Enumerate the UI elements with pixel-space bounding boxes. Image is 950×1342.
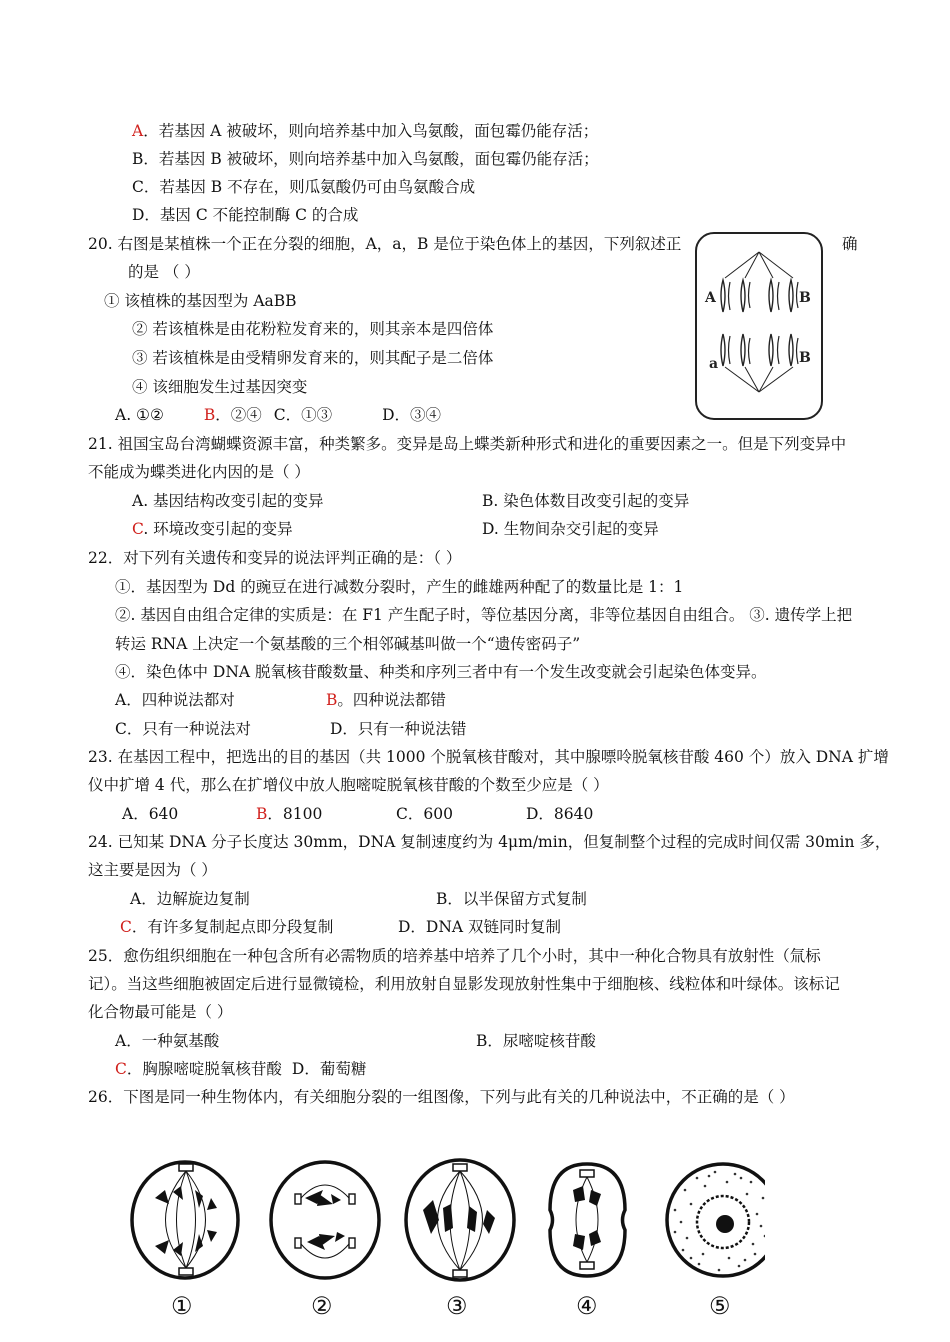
q22-option-b: B。四种说法都错 xyxy=(326,691,446,709)
q20-statement-4: ④ 该细胞发生过基因突变 xyxy=(132,378,308,396)
chromosome xyxy=(741,334,745,366)
dividing-cell-figure xyxy=(693,230,825,422)
q26-stem: 26．下图是同一种生物体内，有关细胞分裂的一组图像，下列与此有关的几种说法中，不正确的是（ ） xyxy=(88,1088,795,1106)
cell-figure-5 xyxy=(667,1164,765,1320)
q22-stem: 22．对下列有关遗传和变异的说法评判正确的是：（ ） xyxy=(88,549,462,567)
chromosome xyxy=(769,280,773,312)
chromosome xyxy=(789,280,793,312)
q22-option-a: A．四种说法都对 xyxy=(115,691,235,709)
answer-letter: B xyxy=(326,691,338,709)
q21-option-d: D. 生物间杂交引起的变异 xyxy=(482,520,659,538)
q22-option-c: C．只有一种说法对 xyxy=(115,720,251,738)
q21-stem-line2: 不能成为蝶类进化内因的是（ ） xyxy=(88,463,310,481)
q20-stem-line1: 20. 右图是某植株一个正在分裂的细胞，A，a，B 是位于染色体上的基因，下列叙述正 xyxy=(88,235,682,253)
q20-options: A. ①② B．②④ C．①③ D．③④ xyxy=(115,406,442,424)
cell-figure-1 xyxy=(132,1162,238,1320)
chromosome xyxy=(797,282,799,308)
chromosome xyxy=(729,336,731,364)
chromosome xyxy=(769,334,773,366)
q21-stem-line1: 21. 祖国宝岛台湾蝴蝶资源丰富，种类繁多。变异是岛上蝶类新种形式和进化的重要因素之一。但是下列变异中 xyxy=(88,435,847,453)
chromosome xyxy=(749,282,751,308)
answer-letter: C xyxy=(115,1060,127,1078)
chromosome xyxy=(721,334,725,366)
cell-figure-3 xyxy=(406,1160,514,1320)
cell-division-figures xyxy=(125,1150,765,1330)
chromosome xyxy=(741,280,745,312)
q22-option-d: D．只有一种说法错 xyxy=(330,720,467,738)
q22-statement-3: 转运 RNA 上决定一个氨基酸的三个相邻碱基叫做一个“遗传密码子” xyxy=(115,635,581,653)
gene-label-lower-left: a xyxy=(709,356,719,372)
cell-figure-4 xyxy=(550,1164,625,1320)
q21-option-c: C. 环境改变引起的变异 xyxy=(132,520,293,538)
gene-label-upper-left: A xyxy=(705,290,716,306)
chromosome xyxy=(749,338,751,364)
q24-stem-line2: 这主要是因为（ ） xyxy=(88,861,217,879)
q24-option-b: B．以半保留方式复制 xyxy=(436,890,587,908)
q25-option-b: B．尿嘧啶核苷酸 xyxy=(476,1032,596,1050)
q25-stem-line2: 记）。当这些细胞被固定后进行显微镜检，利用放射自显影发现放射性集中于细胞核、线粒体和叶绿体。该标记 xyxy=(88,975,840,993)
q25-stem-line3: 化合物最可能是（ ） xyxy=(88,1003,233,1021)
q24-option-a: A．边解旋边复制 xyxy=(130,890,250,908)
q25-option-c-d: C．胸腺嘧啶脱氧核苷酸 D．葡萄糖 xyxy=(115,1060,367,1078)
chromosome xyxy=(797,338,799,364)
gene-label-upper-right: B xyxy=(799,290,811,306)
q19-option-b: B．若基因 B 被破坏，则向培养基中加入鸟氨酸，面包霉仍能存活； xyxy=(132,150,599,168)
answer-letter: C xyxy=(132,520,144,538)
figure-label-2: ② xyxy=(311,1292,333,1320)
q22-statement-2: ②. 基因自由组合定律的实质是：在 F1 产生配子时，等位基因分离，非等位基因自由组合。 ③. 遗传学上把 xyxy=(115,606,853,624)
q20-statement-3: ③ 若该植株是由受精卵发育来的，则其配子是二倍体 xyxy=(132,349,494,367)
q23-option-b: B．8100 xyxy=(256,805,323,823)
q24-stem-line1: 24. 已知某 DNA 分子长度达 30mm，DNA 复制速度约为 4μm/min，但复制整个过程的完成时间仅需 30min 多， xyxy=(88,833,891,851)
q19-option-d: D．基因 C 不能控制酶 C 的合成 xyxy=(132,206,359,224)
answer-letter: B xyxy=(256,805,268,823)
q21-option-b: B. 染色体数目改变引起的变异 xyxy=(482,492,690,510)
chromosome xyxy=(721,280,725,312)
chromosome xyxy=(778,336,780,364)
q20-statement-1: ① 该植株的基因型为 AaBB xyxy=(104,292,297,310)
q23-stem-line2: 仪中扩增 4 代，那么在扩增仪中放人胞嘧啶脱氧核苷酸的个数至少应是（ ） xyxy=(88,776,609,794)
q23-option-a: A．640 xyxy=(122,805,179,823)
chromosome xyxy=(729,282,731,310)
q24-option-c: C．有许多复制起点即分段复制 xyxy=(120,918,334,936)
q23-option-c: C．600 xyxy=(396,805,453,823)
figure-label-1: ① xyxy=(171,1292,193,1320)
q20-statement-2: ② 若该植株是由花粉粒发育来的，则其亲本是四倍体 xyxy=(132,320,494,338)
answer-letter: A xyxy=(132,122,144,140)
q21-option-a: A. 基因结构改变引起的变异 xyxy=(132,492,324,510)
figure-label-5: ⑤ xyxy=(709,1292,731,1320)
q24-option-d: D．DNA 双链同时复制 xyxy=(398,918,562,936)
q20-stem-tail: 确 xyxy=(842,235,858,253)
answer-letter: C xyxy=(120,918,132,936)
cell-figure-2 xyxy=(271,1162,379,1320)
gene-label-lower-right: B xyxy=(799,350,811,366)
chromosome xyxy=(789,334,793,366)
q25-option-a: A．一种氨基酸 xyxy=(115,1032,220,1050)
q22-statement-4: ④．染色体中 DNA 脱氧核苷酸数量、种类和序列三者中有一个发生改变就会引起染色体变异。 xyxy=(115,663,767,681)
chromosome xyxy=(778,282,780,310)
q23-stem-line1: 23. 在基因工程中，把选出的目的基因（共 1000 个脱氧核苷酸对，其中腺嘌呤脱氧核苷酸 460 个）放入 DNA 扩增 xyxy=(88,748,889,766)
q23-option-d: D．8640 xyxy=(526,805,594,823)
figure-label-4: ④ xyxy=(576,1292,598,1320)
q20-stem-line2: 的是 （ ） xyxy=(128,263,200,281)
q19-option-c: C．若基因 B 不存在，则瓜氨酸仍可由鸟氨酸合成 xyxy=(132,178,476,196)
q19-option-a: A．若基因 A 被破坏，则向培养基中加入鸟氨酸，面包霉仍能存活； xyxy=(132,122,599,140)
figure-label-3: ③ xyxy=(446,1292,468,1320)
q25-stem-line1: 25．愈伤组织细胞在一种包含所有必需物质的培养基中培养了几个小时，其中一种化合物具有放射性（氚标 xyxy=(88,947,821,965)
q22-statement-1: ①．基因型为 Dd 的豌豆在进行减数分裂时，产生的雌雄两种配了的数量比是 1：1 xyxy=(115,578,684,596)
